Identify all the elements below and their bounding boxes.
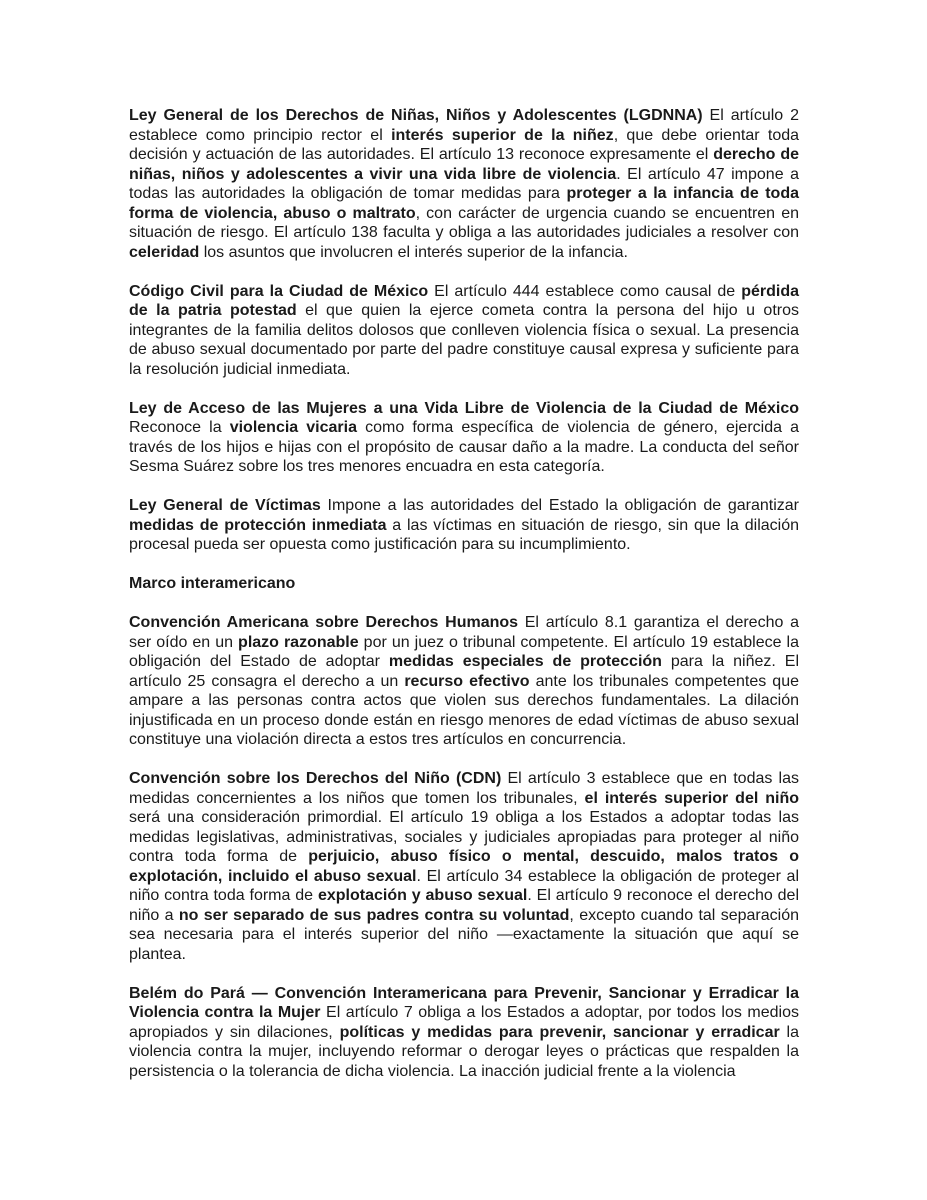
bold-text-run: medidas especiales de protección [388,653,662,670]
text-run: por un juez o tribunal competente. El artículo 19 establece la obligación del Estado de adoptar [129,633,800,670]
bold-text-run: interés superior de la niñez [391,126,614,144]
section-heading: Marco interamericano [129,575,296,592]
bold-text-run: Belém do Pará — Convención Interamericana para Prevenir, Sancionar y Erradicar la Violencia contra la Mujer [129,984,799,1021]
bold-text-run: violencia vicaria [229,419,357,436]
text-run: El artículo 444 establece como causal de [428,282,742,300]
bold-text-run: explotación y abuso sexual [317,887,528,904]
text-run: El artículo 7 obliga a los Estados a adoptar, por todos los medios apropiados y sin dilaciones, [129,1004,799,1041]
bold-text-run: el interés superior del niño [584,789,799,807]
paragraph-belem-do-para [129,984,799,1082]
text-run: El artículo 2 establece como principio rector el [129,107,799,144]
text-run: , con carácter de urgencia cuando se encuentren en situación de riesgo. El artículo 138 faculta y obliga a las autoridades judiciales a resolver con [129,204,799,241]
text-run: ante los tribunales competentes que ampare a las personas contra actos que violen sus derechos fundamentales. La dilación injustificada en un proceso donde están en riesgo menores de edad víctimas de abuso sexual constituye una violación directa a estos tres artículos en concurrencia. [129,672,799,748]
paragraph-cadh [129,613,799,750]
text-run: como forma específica de violencia de género, ejercida a través de los hijos e hijas con el propósito de causar daño a la madre. La conducta del señor Sesma Suárez sobre los tres menores encuadra en esta categoría. [129,419,799,475]
paragraph-codigo-civil [129,282,799,380]
text-run: El artículo 3 establece que en todas las medidas concernientes a los niños que tomen los tribunales, [129,770,800,807]
bold-text-run: medidas de protección inmediata [129,516,387,534]
bold-text-run: Ley General de Víctimas [129,497,321,514]
bold-text-run: no ser separado de sus padres contra su voluntad [178,906,570,924]
text-run: será una consideración primordial. El artículo 19 obliga a los Estados a adoptar todas las medidas legislativas, administrativas, sociales y judiciales apropiadas para proteger al niño contra toda forma de [129,809,799,865]
text-run: , excepto cuando tal separación sea necesaria para el interés superior del niño —exactamente la situación que aquí se plantea. [129,906,799,963]
text-run: El artículo 8.1 garantiza el derecho a ser oído en un [129,614,799,651]
text-run: , que debe orientar toda decisión y actuación de las autoridades. El artículo 13 reconoce expresamente el [129,126,800,163]
text-run: el que quien la ejerce cometa contra la persona del hijo u otros integrantes de la familia delitos dolosos que conlleven violencia física o sexual. La presencia de abuso sexual documentado por parte del padre constituye causal expresa y suficiente para la resolución judicial inmediata. [129,302,800,378]
text-run: . El artículo 34 establece la obligación de proteger al niño contra toda forma de [129,867,799,904]
paragraph-ley-acceso-mujeres [129,399,799,477]
bold-text-run: proteger a la infancia de toda forma de violencia, abuso o maltrato [129,185,799,222]
bold-text-run: Código Civil para la Ciudad de México [129,282,429,300]
bold-text-run: celeridad [129,243,200,261]
bold-text-run: perjuicio, abuso físico o mental, descuido, malos tratos o explotación, incluido el abuso sexual [129,848,799,885]
text-run: . El artículo 47 impone a todas las autoridades la obligación de tomar medidas para [129,165,799,202]
bold-text-run: pérdida de la patria potestad [129,282,799,319]
bold-text-run: derecho de niñas, niños y adolescentes a vivir una vida libre de violencia [129,146,799,183]
text-run: . El artículo 9 reconoce el derecho del niño a [129,887,800,924]
paragraph-ley-victimas [129,496,799,555]
paragraph-cdn [129,769,799,964]
bold-text-run: Ley General de los Derechos de Niñas, Niños y Adolescentes (LGDNNA) [129,107,703,124]
text-run: Impone a las autoridades del Estado la obligación de garantizar [320,497,799,514]
text-run: a las víctimas en situación de riesgo, sin que la dilación procesal pueda ser opuesta como justificación para su incumplimiento. [129,516,799,553]
document-page [129,106,799,1101]
paragraph-lgdnna [129,106,799,262]
text-run: los asuntos que involucren el interés superior de la infancia. [199,243,628,261]
bold-text-run: políticas y medidas para prevenir, sancionar y erradicar [339,1023,780,1041]
text-run: Reconoce la [129,419,230,436]
bold-text-run: Ley de Acceso de las Mujeres a una Vida Libre de Violencia de la Ciudad de México [129,399,799,417]
bold-text-run: Convención sobre los Derechos del Niño (CDN) [129,770,502,787]
bold-text-run: Convención Americana sobre Derechos Humanos [129,614,519,631]
text-run: para la niñez. El artículo 25 consagra el derecho a un [129,653,799,690]
bold-text-run: plazo razonable [238,633,359,651]
bold-text-run: recurso efectivo [404,672,530,690]
text-run: la violencia contra la mujer, incluyendo reformar o derogar leyes o prácticas que respalden la persistencia o la tolerancia de dicha violencia. La inacción judicial frente a la violencia [129,1023,799,1080]
